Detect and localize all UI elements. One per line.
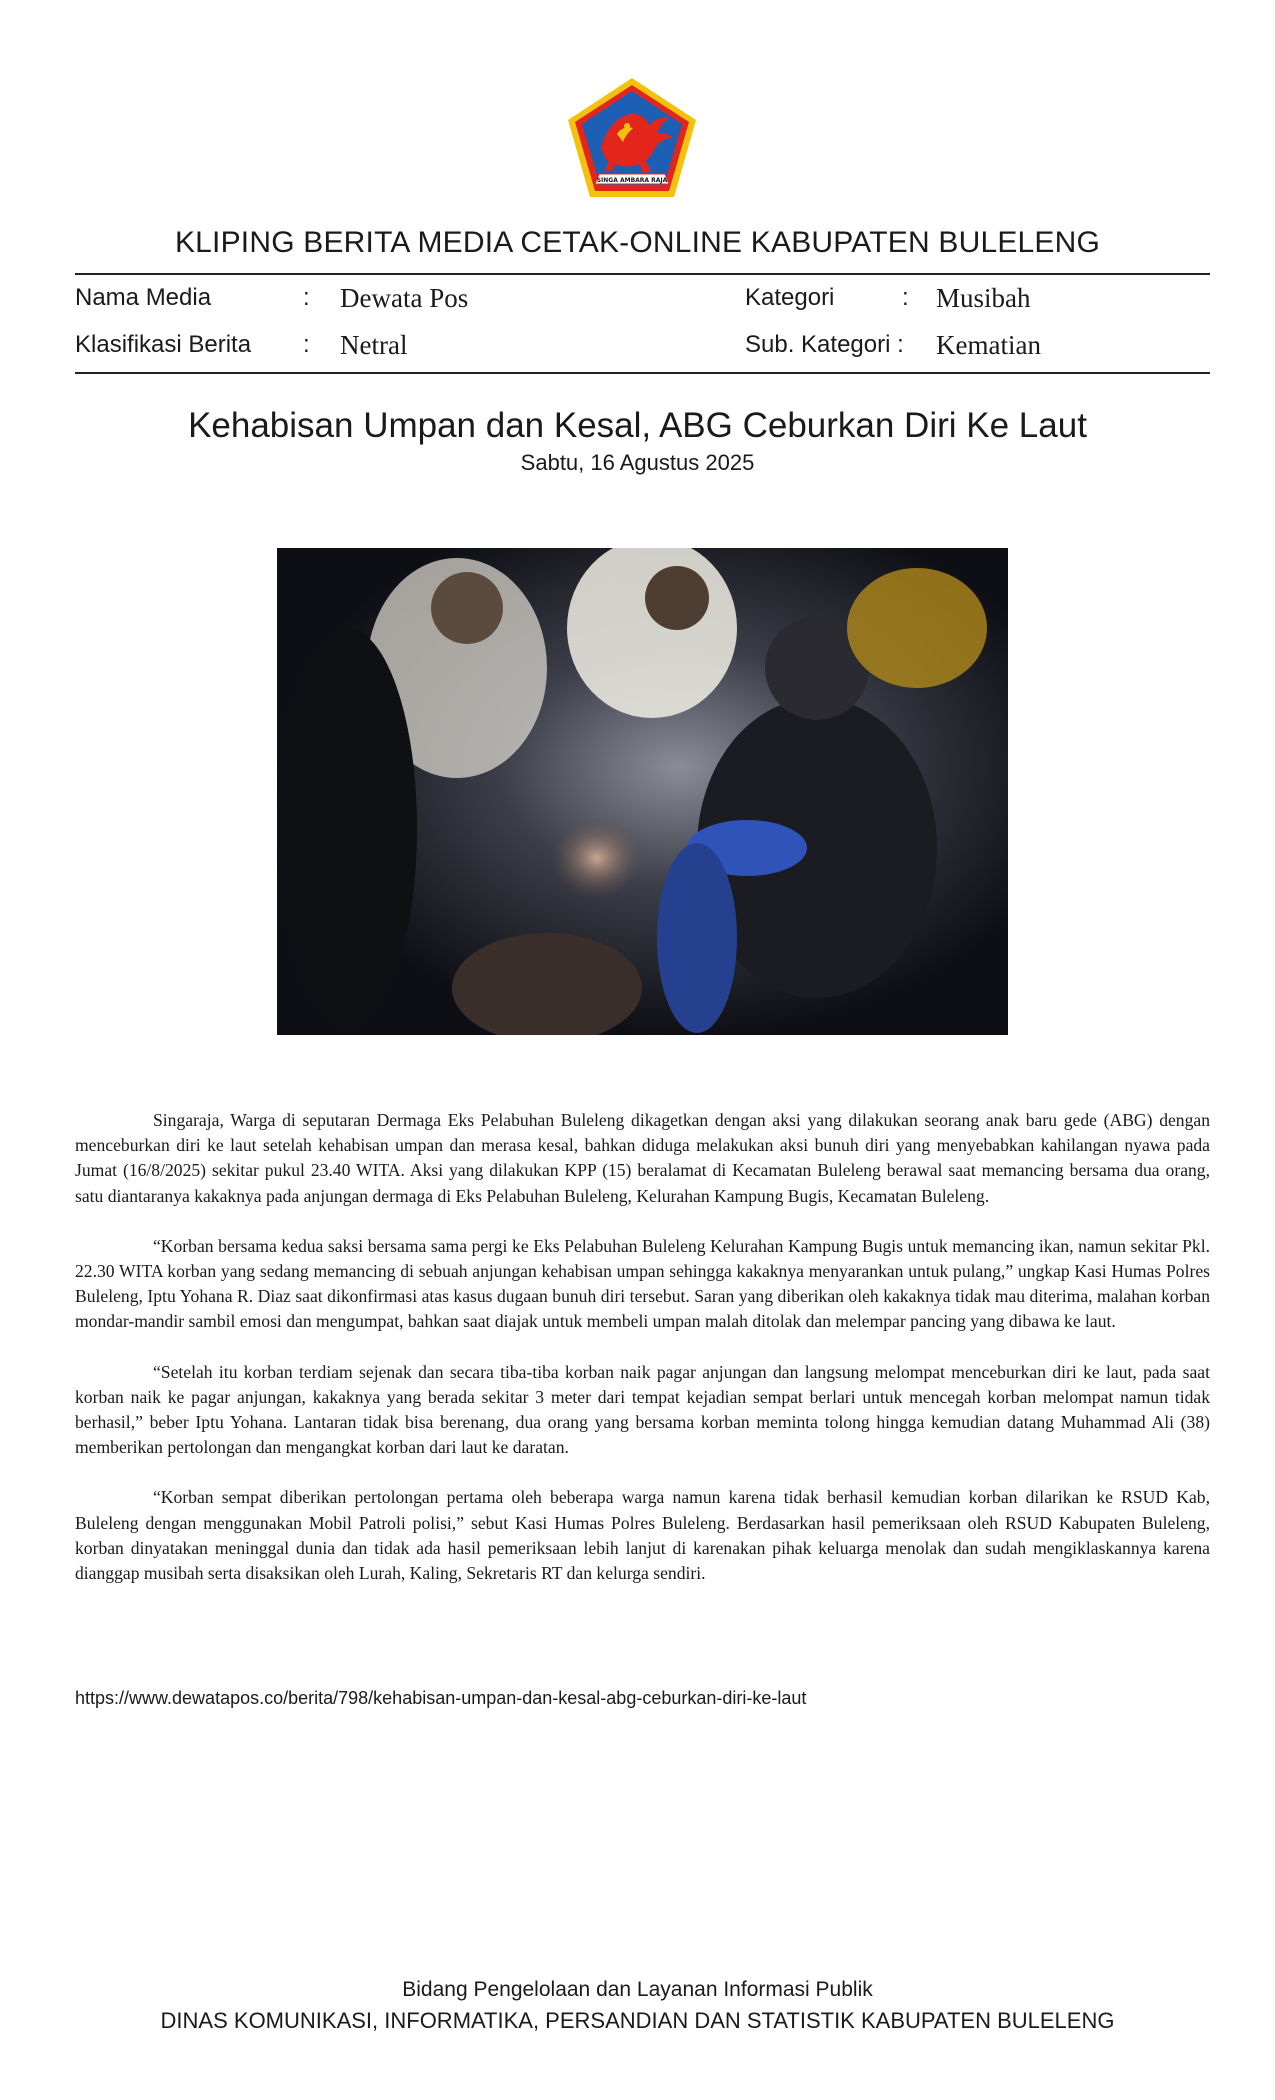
kategori-colon: : xyxy=(902,284,909,311)
article-paragraph: “Korban sempat diberikan pertolongan pertama oleh beberapa warga namun karena tidak berhasil kemudian korban dilarikan ke RSUD Kab, Buleleng dengan menggunakan Mobil Patroli polisi,” sebut Kasi Humas Polres Buleleng. Berdasarkan hasil pemeriksaan oleh RSUD Kabupaten Buleleng, korban dinyatakan meninggal dunia dan tidak ada hasil pemeriksaan lebih lanjut di karenakan pihak keluarga menolak dan sudah mengiklaskannya karena dianggap musibah serta disaksikan oleh Lurah, Kaling, Sekretaris RT dan kelurga sendiri. xyxy=(75,1487,1210,1584)
article-title: Kehabisan Umpan dan Kesal, ABG Ceburkan Diri Ke Laut xyxy=(188,406,1087,445)
footer-department: Bidang Pengelolaan dan Layanan Informasi Publik xyxy=(402,1978,873,2001)
klasifikasi-value: Netral xyxy=(340,330,408,360)
klasifikasi-label: Klasifikasi Berita xyxy=(75,331,252,358)
header-bottom-rule xyxy=(75,372,1210,374)
news-photo-illustration xyxy=(277,548,1008,1035)
article-paragraph: “Setelah itu korban terdiam sejenak dan secara tiba-tiba korban naik pagar anjungan dan langsung melompat menceburkan diri ke laut, pada saat korban naik ke pagar anjungan, kakaknya yang berada sekitar 3 meter dari tempat kejadian sempat berlari untuk mencegah korban melompat namun tidak berhasil,” beber Iptu Yohana. Lantaran tidak bisa berenang, dua orang yang bersama korban meminta tolong hingga kemudian datang Muhammad Ali (38) memberikan pertolongan dan mengangkat korban dari laut ke daratan. xyxy=(75,1361,1210,1458)
subkategori-value: Kematian xyxy=(936,330,1041,360)
article-body xyxy=(75,1108,1210,1611)
media-value: Dewata Pos xyxy=(340,283,469,313)
kategori-label: Kategori xyxy=(745,284,835,311)
article-paragraph: “Korban bersama kedua saksi bersama sama pergi ke Eks Pelabuhan Buleleng Kelurahan Kampung Bugis untuk memancing ikan, namun sekitar Pkl. 22.30 WITA korban yang sedang memancing di sebuah anjungan kehabisan umpan sehingga kakaknya menyarankan untuk pulang,” ungkap Kasi Humas Polres Buleleng, Iptu Yohana R. Diaz saat dikonfirmasi atas kasus dugaan bunuh diri tersebut. Saran yang diberikan oleh kakaknya tidak mau diterima, malahan korban mondar-mandir sambil emosi dan mengumpat, bahkan saat diajak untuk membeli umpan malah ditolak dan melempar pancing yang dibawa ke laut. xyxy=(75,1235,1210,1332)
footer-agency: DINAS KOMUNIKASI, INFORMATIKA, PERSANDIAN DAN STATISTIK KABUPATEN BULELENG xyxy=(160,2008,1115,2033)
emblem-motto: SINGA AMBARA RAJA xyxy=(596,177,668,184)
source-link[interactable]: https://www.dewatapos.co/berita/798/kehabisan-umpan-dan-kesal-abg-ceburkan-diri-ke-laut xyxy=(75,1688,807,1708)
kategori-value: Musibah xyxy=(936,283,1031,313)
document-header: KLIPING BERITA MEDIA CETAK-ONLINE KABUPATEN BULELENG xyxy=(174,226,1101,259)
media-colon: : xyxy=(303,284,310,311)
news-photo xyxy=(277,548,1008,1035)
buleleng-regency-emblem xyxy=(565,76,699,200)
article-paragraph: Singaraja, Warga di seputaran Dermaga Eks Pelabuhan Buleleng dikagetkan dengan aksi yang dilakukan seorang anak baru gede (ABG) dengan menceburkan diri ke laut setelah kehabisan umpan dan merasa kesal, bahkan diduga melakukan aksi bunuh diri yang menyebabkan kahilangan nyawa pada Jumat (16/8/2025) sekitar pukul 23.40 WITA. Aksi yang dilakukan KPP (15) beralamat di Kecamatan Buleleng berawal saat memancing bersama dua orang, satu diantaranya kakaknya pada anjungan dermaga di Eks Pelabuhan Buleleng, Kelurahan Kampung Bugis, Kecamatan Buleleng. xyxy=(75,1110,1210,1206)
header-top-rule xyxy=(75,273,1210,275)
article-date: Sabtu, 16 Agustus 2025 xyxy=(520,450,755,475)
media-label: Nama Media xyxy=(75,284,212,311)
subkategori-label: Sub. Kategori : xyxy=(745,331,904,358)
klasifikasi-colon: : xyxy=(303,331,310,358)
